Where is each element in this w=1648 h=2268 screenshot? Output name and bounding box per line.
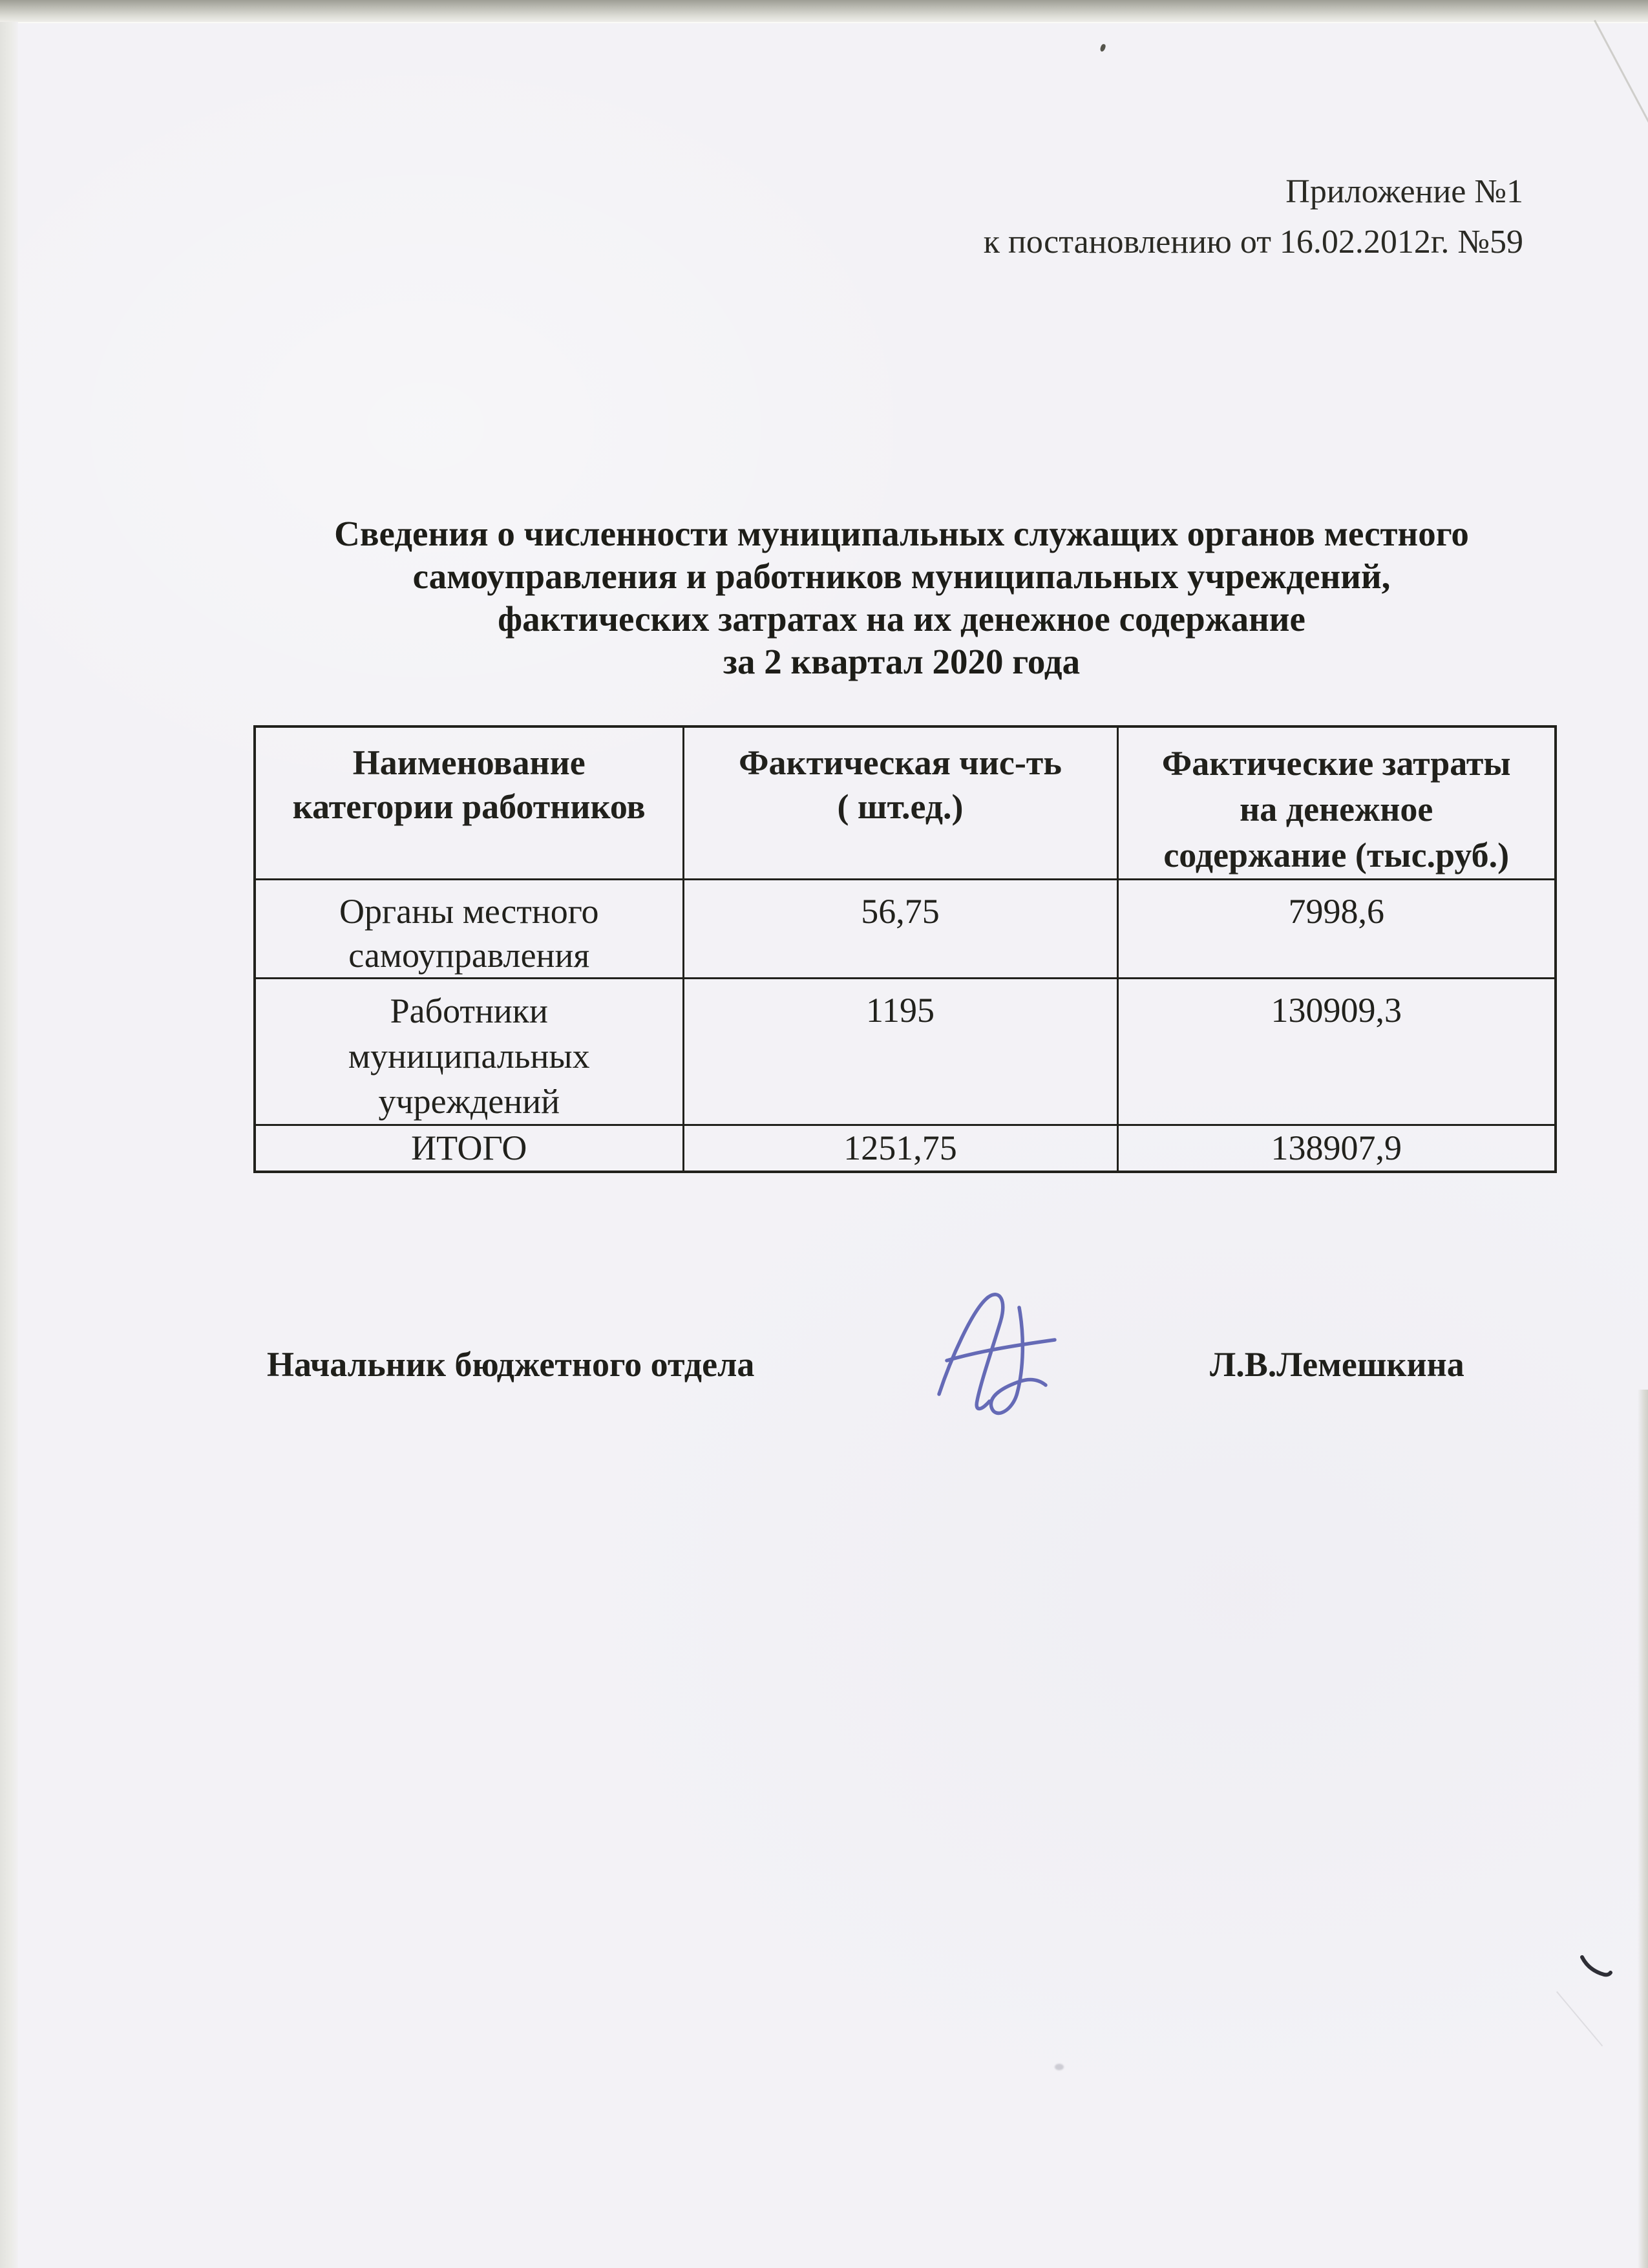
- title-line-4: за 2 квартал 2020 года: [723, 642, 1081, 681]
- header-costs: Фактические затраты на денежное содержание (тыс.руб.): [1117, 726, 1556, 880]
- cell-category: Работники муниципальных учреждений: [255, 979, 683, 1125]
- scanner-edge-left: [0, 22, 18, 2268]
- scanner-edge-top: [0, 0, 1648, 23]
- scan-smudge: [1055, 2064, 1064, 2070]
- signoff-position-title: Начальник бюджетного отдела: [267, 1345, 755, 1384]
- handwritten-signature-icon: [921, 1283, 1095, 1425]
- table-header-row: [255, 726, 1556, 880]
- cell-headcount-total: 1251,75: [683, 1125, 1117, 1172]
- table-total-row: [255, 1125, 1556, 1172]
- cell-headcount: 1195: [683, 979, 1117, 1125]
- staffing-costs-table: [253, 725, 1557, 1173]
- cell-costs-total: 138907,9: [1117, 1125, 1556, 1172]
- table-row: [255, 880, 1556, 979]
- cell-category: Органы местного самоуправления: [255, 880, 683, 979]
- header-headcount: Фактическая чис-ть ( шт.ед.): [683, 726, 1117, 880]
- title-line-2: самоуправления и работников муниципальных учреждений,: [412, 556, 1391, 596]
- scanner-edge-right: [1638, 1390, 1648, 2268]
- table-row: [255, 979, 1556, 1125]
- document-title: [252, 513, 1551, 683]
- cell-category-total: ИТОГО: [255, 1125, 683, 1172]
- annex-line-2: к постановлению от 16.02.2012г. №59: [983, 224, 1523, 260]
- header-category: Наименование категории работников: [255, 726, 683, 880]
- pen-hook-mark: [1577, 1953, 1616, 1986]
- cell-headcount: 56,75: [683, 880, 1117, 979]
- title-line-1: Сведения о численности муниципальных служащих органов местного: [334, 514, 1469, 553]
- signoff-person-name: Л.В.Лемешкина: [1210, 1345, 1464, 1384]
- annex-line-1: Приложение №1: [1285, 173, 1523, 210]
- cell-costs: 130909,3: [1117, 979, 1556, 1125]
- cell-costs: 7998,6: [1117, 880, 1556, 979]
- title-line-3: фактических затратах на их денежное содержание: [498, 599, 1305, 639]
- annex-reference: [984, 167, 1523, 268]
